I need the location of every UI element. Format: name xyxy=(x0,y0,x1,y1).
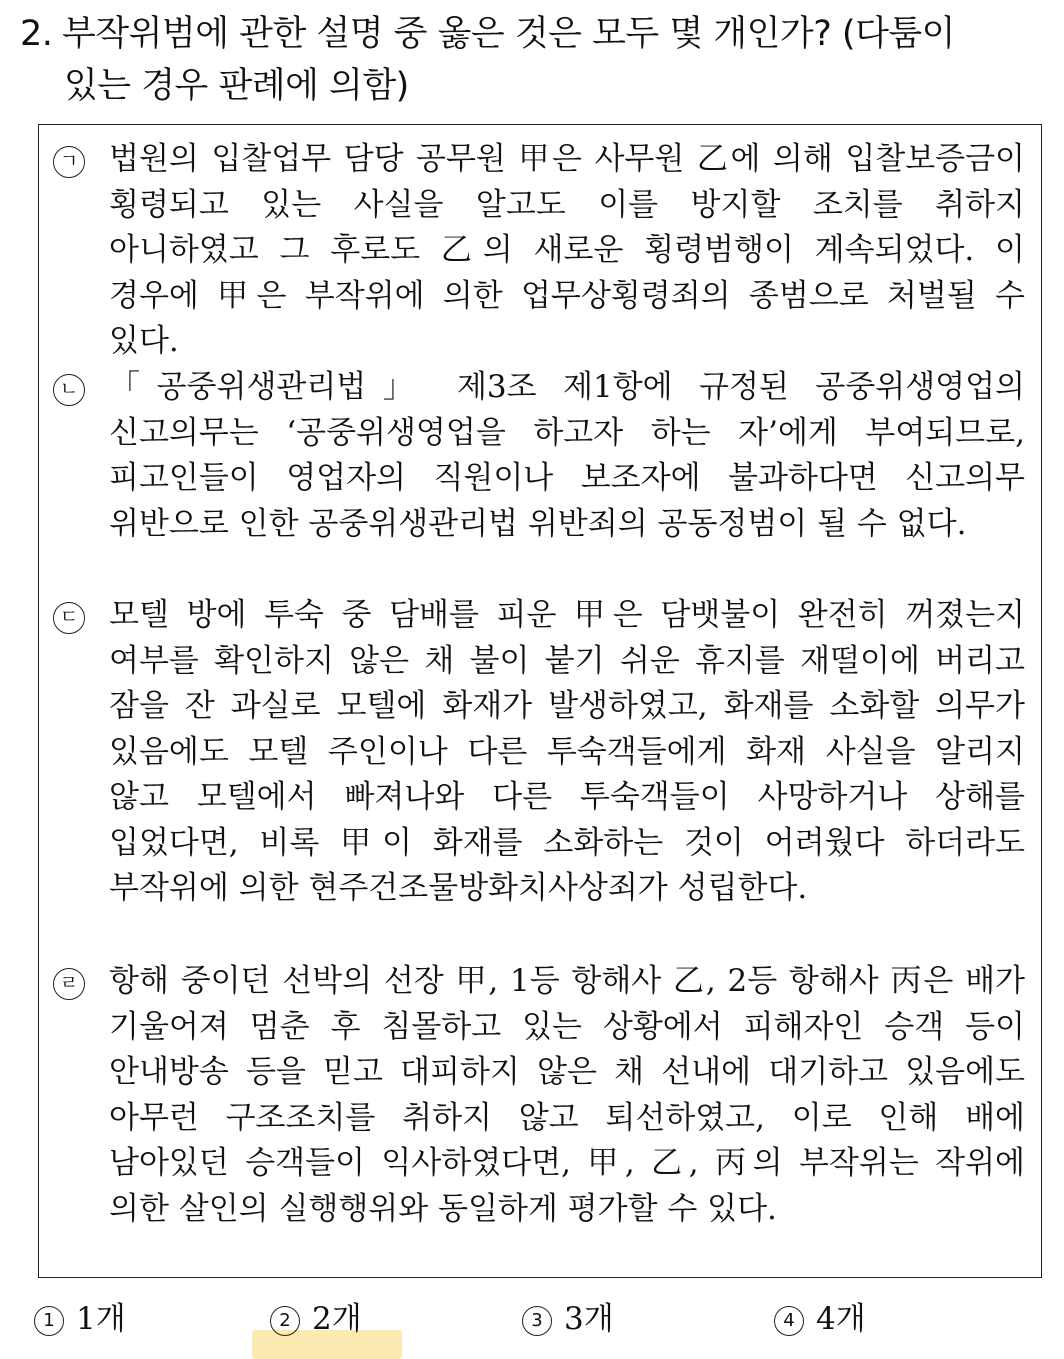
answer-choice-3[interactable] xyxy=(522,1294,614,1344)
statement-text: 모텔 방에 투숙 중 담배를 피운 甲은 담뱃불이 완전히 꺼졌는지 여부를 확인하지 않은 채 불이 붙기 쉬운 휴지를 재떨이에 버리고 잠을 잔 과실로 모텔에 화재가 발생하였고, 화재를 소화할 의무가 있음에도 모텔 주인이나 다른 투숙객들에게 화재 사실을 알리지 않고 모텔에서 빠져나와 다른 투숙객들이 사망하거나 상해를 입었다면, 비록 甲이 화재를 소화하는 것이 어려웠다 하더라도 부작위에 의한 현주건조물방화치사상죄가 성립한다. xyxy=(109,597,1025,906)
choice-number: 1 xyxy=(34,1306,64,1336)
statement-marker: ㄷ xyxy=(53,602,85,634)
answer-choices xyxy=(34,1294,1034,1354)
statement-marker: ㄹ xyxy=(53,968,85,1000)
choice-label: 2개 xyxy=(312,1301,362,1337)
answer-choice-2[interactable] xyxy=(270,1294,362,1344)
choice-number: 3 xyxy=(522,1306,552,1336)
question-number: 2. xyxy=(20,14,53,54)
choice-label: 3개 xyxy=(564,1301,614,1337)
question-text-line2: 있는 경우 판례에 의함) xyxy=(64,66,409,106)
statement-item xyxy=(53,365,1033,547)
statement-text: 항해 중이던 선박의 선장 甲, 1등 항해사 乙, 2등 항해사 丙은 배가 기울어져 멈춘 후 침몰하고 있는 상황에서 피해자인 승객 등이 안내방송 등을 믿고 대피하지 않은 채 선내에 대기하고 있음에도 아무런 구조조치를 취하지 않고 퇴선하였고, 이로 인해 배에 남아있던 승객들이 익사하였다면, 甲, 乙, 丙의 부작위는 작위에 의한 살인의 실행행위와 동일하게 평가할 수 있다. xyxy=(109,963,1025,1227)
statement-text: 「공중위생관리법」 제3조 제1항에 규정된 공중위생영업의 신고의무는 ‘공중위생영업을 하고자 하는 자’에게 부여되므로, 피고인들이 영업자의 직원이나 보조자에 불과하다면 신고의무 위반으로 인한 공중위생관리법 위반죄의 공동정범이 될 수 없다. xyxy=(109,369,1025,542)
choice-number: 2 xyxy=(270,1306,300,1336)
choice-number: 4 xyxy=(774,1306,804,1336)
answer-choice-1[interactable] xyxy=(34,1294,126,1344)
statement-marker: ㄱ xyxy=(53,146,85,178)
question-text: 부작위범에 관한 설명 중 옳은 것은 모두 몇 개인가? (다툼이 xyxy=(62,14,955,54)
statements-box xyxy=(38,124,1042,1278)
statement-marker: ㄴ xyxy=(53,374,85,406)
answer-choice-4[interactable] xyxy=(774,1294,866,1344)
choice-label: 1개 xyxy=(76,1301,126,1337)
statement-item xyxy=(53,959,1033,1232)
choice-label: 4개 xyxy=(816,1301,866,1337)
statement-item xyxy=(53,137,1033,365)
statement-text: 법원의 입찰업무 담당 공무원 甲은 사무원 乙에 의해 입찰보증금이 횡령되고 있는 사실을 알고도 이를 방지할 조치를 취하지 아니하였고 그 후로도 乙의 새로운 횡령범행이 계속되었다. 이 경우에 甲은 부작위에 의한 업무상횡령죄의 종범으로 처벌될 수 있다. xyxy=(109,141,1025,359)
statement-item xyxy=(53,593,1033,912)
question-stem xyxy=(20,8,1050,112)
